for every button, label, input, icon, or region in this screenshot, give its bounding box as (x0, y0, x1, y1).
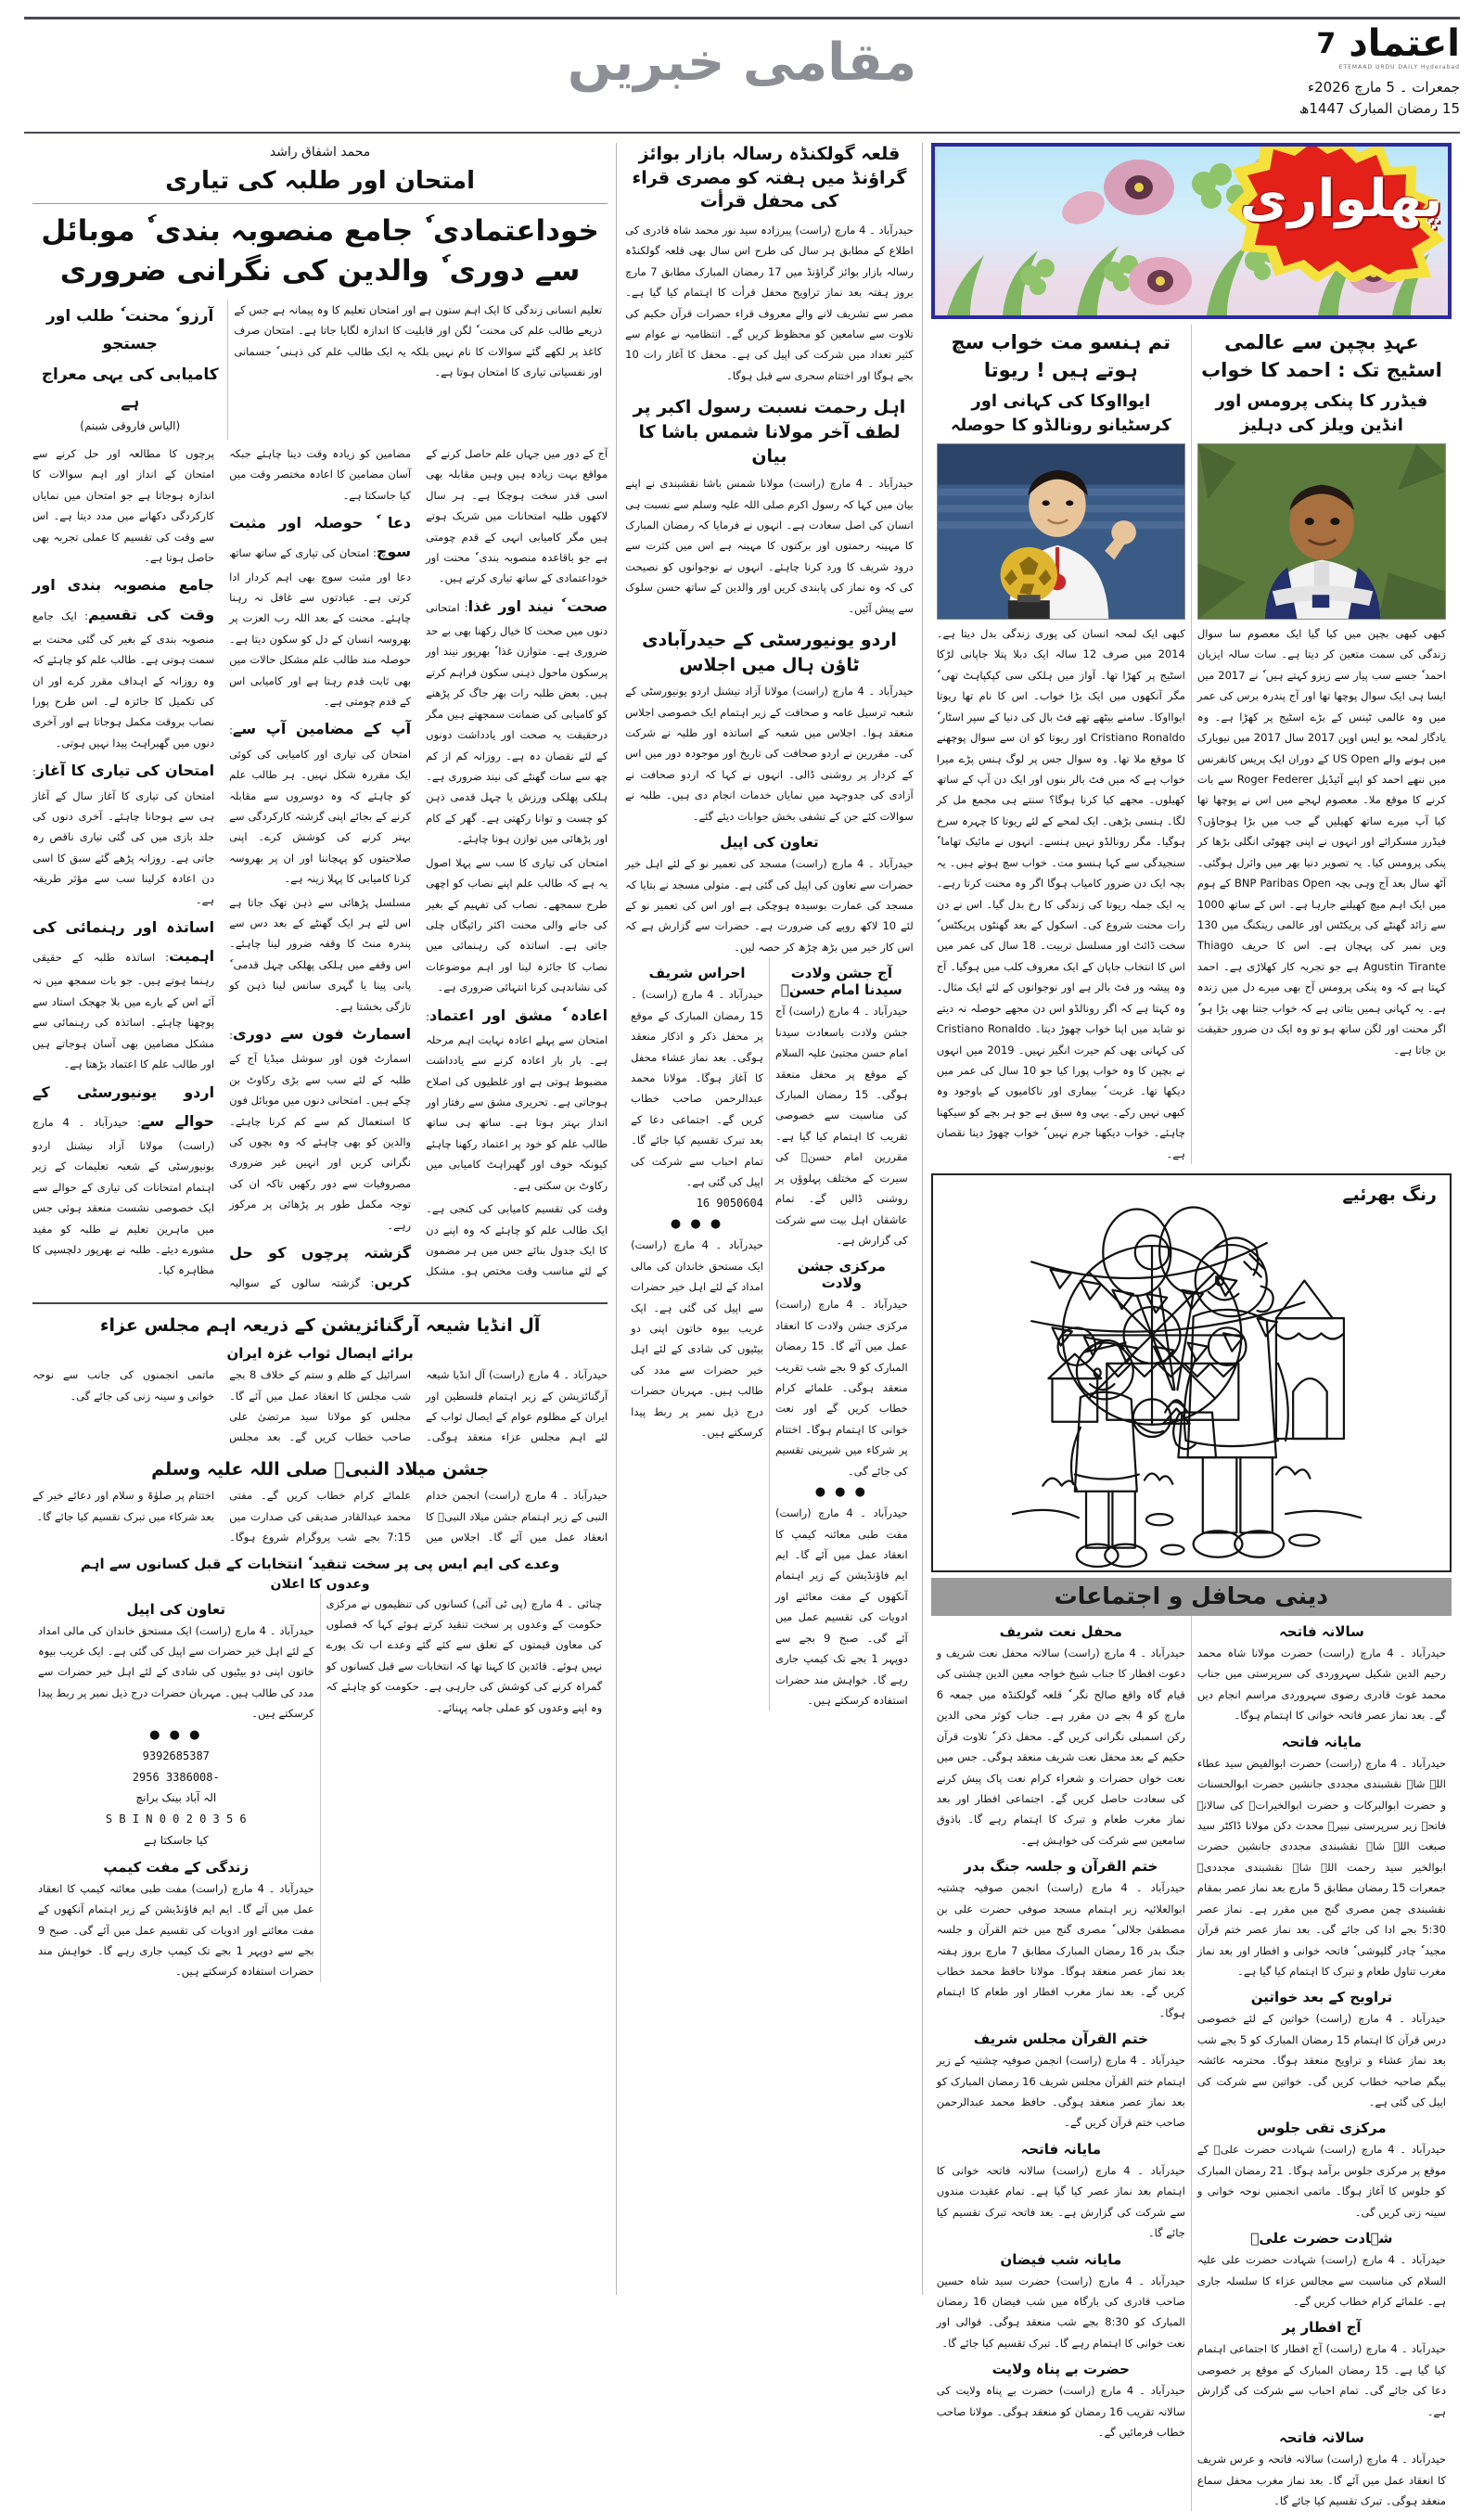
religious-item-title: سالانہ فاتحہ (1278, 2429, 1364, 2447)
feature-section: گزشتہ پرچوں کو حل کریں: گزشتہ سالوں کے سوالیہ پرچوں کا مطالعہ اور حل کرنے سے امتحان کے انداز اور اہم سوالات کا اندازہ ہوجاتا ہے جو امتحان میں نمایاں کارکردگی دکھانے میں مدد دیتا ہے۔ اس سے وقت کی تقسیم کا عملی تجربہ بھی حاصل ہوتا ہے۔ (32, 446, 412, 1291)
feature-subheading: امتحان کی تیاری کا آغاز (35, 762, 215, 780)
feature-section: صحت ٗ نیند اور غذا: امتحانی دنوں میں صحت کا خیال رکھنا بھی بے حد ضروری ہے۔ متوازن غذا ٗ بھرپور نیند اور پرسکون ماحول ذہنی سکون فراہم کرتے ہیں۔ بعض طلبہ رات بھر جاگ کر پڑھنے کو کامیابی کی ضمانت سمجھتے ہیں مگر درحقیقت یہ صحت اور یادداشت دونوں کے لئے نقصان دہ ہے۔ روزانہ کم از کم چھ سے سات گھنٹے کی نیند ضروری ہے۔ ہلکی پھلکی ورزش یا چہل قدمی ذہن کو چست و توانا رکھتی ہے۔ گھر کے کام اور پڑھائی میں توازن ہونا چاہئے۔ (426, 596, 608, 846)
feature-subheading: اردو یونیورسٹی کے حوالے سے (32, 1083, 215, 1130)
feature-subtext: حیدرآباد ۔ 4 مارچ (راست) مولانا آزاد نیشنل اردو یونیورسٹی کے شعبہ تعلیمات کے زیر اہتمام امتحانات کی تیاری کے حوالے سے ایک خصوصی نشست منعقد ہوئی جس میں ماہرین تعلیم نے طلبہ کو مفید مشورے دیئے۔ طلبہ نے بھرپور دلچسپی کا مظاہرہ کیا۔ (32, 1115, 215, 1277)
feature-para: امتحان کی تیاری کا سب سے پہلا اصول یہ ہے کہ طالب علم اپنے نصاب کو اچھی طرح سمجھے۔ نصاب کی تفہیم کے بغیر کی جانے والی محنت اکثر رائیگاں چلی جاتی ہے۔ اساتذہ کی رہنمائی میں نصاب کا جائزہ لینا اور اہم موضوعات کی نشاندہی کرنا انتہائی ضروری ہے۔ (426, 855, 608, 994)
feature-subheading: اعادہ ٗ مشق اور اعتماد (429, 1006, 608, 1024)
photo-tennis-player (1197, 443, 1446, 620)
coloring-illustration (933, 1175, 1450, 1570)
religious-item-body: حیدرآباد ۔ 4 مارچ (راست) سالانہ فاتحہ و عرس شریف کا انعقاد عمل میں آئے گا۔ بعد نماز مغرب محفل سماع منعقد ہوگی۔ تبرک تقسیم کیا جائے گا۔ (1196, 2453, 1446, 2507)
religious-item-title: تراویح کے بعد خواتین (1250, 1989, 1393, 2006)
contact-phone-2: -3386008 2956 (132, 1770, 220, 1784)
feature-section: اعادہ ٗ مشق اور اعتماد: امتحان سے پہلے اعادہ نہایت اہم مرحلہ ہے۔ بار بار اعادہ کرنے سے یادداشت مضبوط ہوتی ہے اور غلطیوں کی اصلاح ہوجاتی ہے۔ تحریری مشق سے رفتار اور انداز بہتر ہوتا ہے۔ ساتھ ہی ساتھ طالب علم کو خود پر اعتماد رکھنا چاہئے کیونکہ خوف اور گھبراہٹ کامیابی میں رکاوٹ بن سکتی ہے۔ (426, 1006, 608, 1192)
aiso-subheadline: برائے ایصال ثواب غزہ ایران (226, 1345, 414, 1363)
birth-celebration-headline: مرکزی جشن ولادت (797, 1258, 886, 1292)
contact-phone-note: 9050604 16 (696, 1196, 763, 1210)
feature-body (32, 443, 608, 1297)
feature-subheading: گزشتہ پرچوں کو حل کریں (229, 1244, 412, 1291)
religious-item-title: حضرت بے پناہ ولایت (991, 2361, 1130, 2378)
farmers-body: چنائی ۔ 4 مارچ (پی ٹی آئی) کسانوں کی تنظیموں نے مرکزی حکومت کے وعدوں پر سخت تنقید کرتے ہوئے کہا کہ فصلوں کی معاون قیمتوں کے تعلق سے کئے گئے وعدے اب تک پورے نہیں ہوئے۔ قائدین کا کہنا تھا کہ انتخابات سے قبل کسانوں کو گمراہ کرنے کی کوشش کی جارہی ہے۔ حکومت کو چاہئے کہ وہ اپنے وعدوں کو عملی جامہ پہنائے۔ (326, 1596, 603, 1714)
qirat-headline: قلعہ گولکنڈہ رسالہ بازار بوائز گراؤنڈ میں ہفتہ کو مصری قراء کی محفل قرأت (632, 144, 907, 212)
feature-intro-col (228, 300, 608, 440)
feature-subheading: اساتذہ اور رہنمائی کی اہمیت (32, 918, 215, 966)
feature-subtext: گزشتہ سالوں کے سوالیہ پرچوں کا مطالعہ اور حل کرنے سے امتحان کے انداز اور اہم سوالات کا اندازہ ہوجاتا ہے جو امتحان میں نمایاں کارکردگی دکھانے میں مدد دیتا ہے۔ اس سے وقت کی تقسیم کا عملی تجربہ بھی حاصل ہوتا ہے۔ (32, 446, 361, 1290)
religious-item-body: حیدرآباد ۔ 4 مارچ (راست) خواتین کے لئے خصوصی درس قرآن کا اہتمام 15 رمضان المبارک کو 5 بجے شب بعد نماز عشاء و تراویح منعقد ہوگا۔ محترمہ عائشہ بیگم صاحبہ خطاب کریں گی۔ خواتین سے شرکت کی اپیل کی گئی ہے۔ (1196, 2012, 1446, 2109)
phulwari-story-federer (1192, 325, 1452, 1164)
urdu-university-headline: اردو یونیورسٹی کے حیدرآبادی ٹاؤن ہال میں اجلاس (642, 630, 897, 675)
jashn-body: حیدرآباد ۔ 4 مارچ (راست) آج جشن ولادت باسعادت سیدنا امام حسن مجتبیٰ علیہ السلام کے موقع پر محفل منعقد ہوگی۔ 15 رمضان المبارک کی مناسبت سے خصوصی تقریب کا اہتمام کیا گیا ہے۔ مقررین امام حسنؓ کی سیرت کے مختلف پہلوؤں پر روشنی ڈالیں گے۔ تمام عاشقان اہل بیت سے شرکت کی گزارش ہے۔ (774, 1005, 908, 1247)
bullet-divider: ● ● ● (149, 1727, 203, 1742)
religious-item-body: حیدرآباد ۔ 4 مارچ (راست) سالانہ محفل نعت شریف و دعوت افطار کا جناب شیخ خواجہ معین الدین چشتی کی قیام گاہ واقع صالح نگر ٗ قلعہ گولکنڈہ میں جمعہ 6 مارچ کو 4 بجے دن مقرر ہے۔ جناب کوثر محی الدین رکن اسمبلی نگرانی کریں گے۔ محفل ذکر ٗ تلاوت قرآن حکیم کے بعد محفل نعت شریف منعقد ہوگی۔ جس میں نعت خواں حضرات و شعراء کرام نعت پاک پیش کرنے کی سعادت حاصل کریں گے۔ اجتماعی افطار اور بعد نماز مغرب طعام و تبرک کا اہتمام رہے گا۔ باذوق سامعین سے شرکت کی خواہش ہے۔ (936, 1646, 1185, 1847)
bottom-ads-row (32, 1594, 608, 1982)
feature-subtext: اساتذہ طلبہ کے حقیقی رہنما ہوتے ہیں۔ جو بات سمجھ میں نہ آئے اس کے بارے میں بلا جھجک استاد سے پوچھنا چاہئے۔ اساتذہ کی رہنمائی سے مشکل مضامین بھی آسان ہوجاتے ہیں اور طالب علم کا اعتماد بڑھتا ہے۔ (32, 951, 215, 1071)
religious-item-body: حیدرآباد ۔ 4 مارچ (راست) حضرت بے پناہ ولایت کی سالانہ تقریب 16 رمضان کو منعقد ہوگی۔ مولانا صاحب خطاب فرمائیں گے۔ (936, 2384, 1185, 2440)
masthead (24, 17, 1460, 128)
feature-para: وقت کی تقسیم کامیابی کی کنجی ہے۔ ایک طالب علم کو چاہئے کہ وہ اپنے دن کا ایک جدول بنائے جس میں ہر مضمون کے لئے مناسب وقت مختص ہو۔ مشکل مضامین کو زیادہ وقت دینا چاہئے جبکہ آسان مضامین کا اعادہ مختصر وقت میں کیا جاسکتا ہے۔ (229, 446, 608, 1278)
page-number: 7 (1316, 27, 1337, 60)
farmers-subheadline: وعدے کی ایم ایس پی پر سخت تنقید ٗ انتخابات کے قبل کسانوں سے اہم (80, 1555, 560, 1572)
maulana-headline: اہل رحمت نسبت رسول اکبر پر لطف آخر مولانا شمس باشا کا بیان (633, 397, 906, 468)
story-body: کبھی کبھی بچپن میں کیا گیا ایک معصوم سا سوال زندگی کی سمت متعین کر دیتا ہے۔ سات سالہ ایزیان احمد ٗ جسے سب پیار سے زیزو کہتے ہیں ٗ نے 2017 میں ایسا ہی ایک سوال پوچھا تھا اور آج پندرہ برس کی عمر میں وہ عالمی ٹینس کے بڑے اسٹیج پر کھڑا ہے۔ وہ یادگار لمحہ یو ایس اوپن 2017 سال 2017 میں نیویارک میں ہونے والے US Open کے دوران ایک پریس کانفرنس میں ننھے احمد کو اپنے آئیڈیل Roger Federer سے بات کرنے کا موقع ملا۔ معصوم لہجے میں اس نے پوچھا تھا کیا آپ میرے ساتھ کھیلیں گے جب میں بڑا ہوجاؤں؟ فیڈرر مسکرائے اور انہوں نے اپنی چھوٹی انگلی بڑھا کر پنکی پرومس کیا۔ یہ تصویر دنیا بھر میں وائرل ہوگئی۔ آٹھ سال بعد آج وہی بچہ BNP Paribas Open کے ہوم میں ایک اہم میچ کھیلنے جارہا ہے۔ اس کے ساتھ 1000 سے زائد گھنٹے کی پریکٹس اور عالمی رینکنگ میں 130 ویں نمبر کی پہچان ہے۔ اس کا حریف Thiago Agustin Tirante ہے جو تجربہ کار کھلاڑی ہے۔ احمد کہتا ہے کہ وہ پنکی پرومس آج بھی میرے دل میں زندہ ہے۔ یہ کہانی ہمیں بتاتی ہے کہ خواب جتنا بھی بڑا ہو ٗ اگر محنت اور لگن ساتھ ہو تو وہ ایک دن ضرور حقیقت بن جاتا ہے۔ (1196, 627, 1447, 1057)
photo-young-footballer (937, 443, 1185, 620)
feature-subtext: ایک جامع منصوبہ بندی کے بغیر کی گئی محنت بے سمت ہوتی ہے۔ طالب علم کو چاہئے کہ وہ روزانہ کے اہداف مقرر کرے اور ان کی تکمیل کا جائزہ لے۔ اس طرح پورا نصاب بروقت مکمل ہوجاتا ہے اور آخری دنوں میں گھبراہٹ پیدا نہیں ہوتی۔ (32, 609, 215, 749)
milad-para: حیدرآباد ۔ 4 مارچ (راست) انجمن خدام النبی کے زیر اہتمام جشن میلاد النبیؐ کا انعقاد عمل میں آئے گا۔ اجلاس میں علمائے کرام خطاب کریں گے۔ مفتی محمد عبدالقادر صدیقی کی صدارت میں 7:15 بجے شب پروگرام شروع ہوگا۔ اختتام پر صلوٰۃ و سلام اور دعائے خیر کے بعد شرکاء میں تبرک تقسیم کیا جائے گا۔ (32, 1489, 608, 1544)
verse-line-1: آرزو ٗ محنت ٗ طلب اور جستجو (45, 306, 214, 353)
phulwari-column (923, 143, 1460, 2507)
birth-celebration-body: حیدرآباد ۔ 4 مارچ (راست) مرکزی جشن ولادت کا انعقاد عمل میں آئے گا۔ 15 رمضان المبارک کو 9 بجے شب تقریب منعقد ہوگی۔ علمائے کرام خطاب کریں گے اور نعت خوانی کا اہتمام ہوگا۔ اختتام پر شرکاء میں شیرینی تقسیم کی جائے گی۔ (774, 1298, 908, 1478)
religious-subcol-left (1192, 1616, 1452, 2511)
free-camp-headline: زندگی کے مفت کیمپ (103, 1858, 249, 1876)
publication-logo: اعتماد (1349, 22, 1460, 65)
story-body: کبھی ایک لمحہ انسان کی پوری زندگی بدل دیتا ہے۔ 2014 میں صرف 12 سالہ ایک دبلا پتلا جاپانی لڑکا اسٹیج پر کھڑا تھا۔ آواز میں ہلکی سی کپکپاہٹ تھی ٗ مگر آنکھوں میں ایک بڑا خواب۔ اس کا نام تھا ریوتا ایوااوکا۔ سامنے بیٹھے تھے فٹ بال کی دنیا کے سپر اسٹار ٗ Cristiano Ronaldo اور ریوتا کو ان سے سوال پوچھنے کا موقع ملا تھا۔ وہ سوال جس پر لوگ ہنس پڑے میرا خواب ہے کہ میں فٹ بالر بنوں اور ایک دن آپ کے ساتھ کھیلوں۔ مجھے کیا کرنا ہوگا؟ سنتے ہی مجمع مل کر لگا۔ ہنسی بڑھی۔ ایک لمحے کے لئے ریوتا کا چہرہ سرخ ہوگیا۔ مگر رونالڈو نہیں ہنسے۔ انہوں نے مائیک تھاما ٗ سنجیدگی سے کہا ہنسو مت۔ خواب سچ ہوتے ہیں۔ یہ بچہ ایک دن ضرور کامیاب ہوگا اگر وہ محنت کرتا رہے۔ یہ ایک جملہ ریوتا کی زندگی کا رخ بدل گیا۔ اس نے دن رات محنت شروع کی۔ اسکول کے بعد گھنٹوں پریکٹس ٗ سخت ڈائٹ اور مسلسل تربیت۔ 18 سال کی عمر میں اس کا انتخاب جاپان کے ایک معروف کلب میں ہوگیا۔ آج وہ پیشہ ور فٹ بالر ہے اور نوجوانوں کے لئے ایک مثال۔ وہ کہتا ہے کہ اگر رونالڈو اس دن مجھے حوصلہ نہ دیتے تو شاید میں اپنا خواب چھوڑ دیتا۔ Cristiano Ronaldo کی کہانی بھی کم حیرت انگیز نہیں۔ 2019 میں انہوں نے بچپن کا وہ خواب پورا کیا جو 10 سال کی عمر میں دیکھا تھا۔ غربت ٗ بیماری اور ناکامیوں کے باوجود وہ کبھی نہیں رکے۔ یہی وہ سبق ہے جو ہر بچے کو سیکھنا چاہئے۔ خواب دیکھنا جرم نہیں ٗ خواب چھوڑ دینا نقصان ہے۔ (936, 627, 1185, 1160)
story-headline: تم ہنسو مت خواب سچ ہوتے ہیں ! ریوتا (951, 331, 1171, 382)
cooperation-headline: تعاون کی اپیل (720, 834, 819, 852)
urdu-university-body: حیدرآباد ۔ 4 مارچ (راست) مولانا آزاد نیشنل اردو یونیورسٹی کے شعبہ ترسیل عامہ و صحافت کے زیر اہتمام ایک خصوصی اجلاس منعقد ہوا۔ اجلاس میں شعبہ کے اساتذہ اور طلبہ نے شرکت کی۔ مقررین نے اردو صحافت کی تاریخ اور موجودہ دور میں اس کے کردار پر روشنی ڈالی۔ انہوں نے کہا کہ اردو صحافت نے آزادی کی جدوجہد میں نمایاں خدمات انجام دی ہیں۔ طلبہ نے سوالات کئے جن کے تشفی بخش جوابات دیئے گئے۔ (625, 685, 914, 823)
feature-headline-main: خوداعتمادی ٗ جامع منصوبہ بندی ٗ موبائل سے دوری ٗ والدین کی نگرانی ضروری (41, 214, 599, 288)
bank-account-number: S B I N 0 0 2 0 3 5 6 (105, 1813, 247, 1826)
religious-item-body: حیدرآباد ۔ 4 مارچ (راست) آج افطار کا اجتماعی اہتمام کیا گیا ہے۔ 15 رمضان المبارک کے موقع پر خصوصی دعا کی جائے گی۔ تمام احباب سے شرکت کی گزارش ہے۔ (1196, 2342, 1446, 2418)
religious-items (931, 1616, 1452, 2511)
religious-item-body: حیدرآباد ۔ 4 مارچ (راست) سالانہ فاتحہ خوانی کا اہتمام بعد نماز عصر کیا گیا ہے۔ تمام عقیدت مندوں سے شرکت کی گزارش ہے۔ بعد فاتحہ تبرک تقسیم کیا جائے گا۔ (936, 2163, 1185, 2240)
headline-divider (32, 203, 608, 204)
religious-item-title: مایانہ فاتحہ (1020, 2140, 1102, 2158)
religious-item-body: حیدرآباد ۔ 4 مارچ (راست) انجمن صوفیہ چشتیہ ابوالعلائیہ زیر اہتمام مسجد صوفی حضرت علی بن مصطفیٰ جلالی ٗ مصری گنج میں ختم القرآن و جلسہ جنگ بدر 16 رمضان المبارک مطابق 7 مارچ بروز ہفتہ بعد نماز عصر منعقد ہوگا۔ مولانا حافظ محمد خطاب کریں گے۔ بعد نماز مغرب افطار اور طعام کا اہتمام ہوگا۔ (936, 1881, 1185, 2019)
section-title: مقامی خبریں (567, 32, 917, 93)
religious-item-title: مرکزی تقی جلوس (1257, 2120, 1387, 2137)
religious-item-title: سالانہ فاتحہ (1278, 1623, 1364, 1641)
coloring-page (931, 1173, 1452, 1572)
phulwari-logo (1225, 143, 1452, 282)
farmers-col (321, 1594, 608, 1982)
contact-body: حیدرآباد ۔ 4 مارچ (راست) ایک مستحق خاندان کی مالی امداد کے لئے اہل خیر حضرات سے اپیل کی گئی ہے۔ ایک غریب بیوہ خاتون اپنی دو بیٹیوں کی شادی کے لئے اہل خیر حضرات سے مدد کی طالب ہیں۔ مہربان حضرات درج ذیل نمبر پر ربط پیدا کرسکتے ہیں۔ (37, 1623, 314, 1721)
feature-section: جامع منصوبہ بندی اور وقت کی تقسیم: ایک جامع منصوبہ بندی کے بغیر کی گئی محنت بے سمت ہوتی ہے۔ طالب علم کو چاہئے کہ وہ روزانہ کے اہداف مقرر کرے اور ان کی تکمیل کا جائزہ لے۔ اس طرح پورا نصاب بروقت مکمل ہوجاتا ہے اور آخری دنوں میں گھبراہٹ پیدا نہیں ہوتی۔ (32, 576, 215, 749)
middle-subcol-right (625, 957, 770, 1710)
phulwari-banner (931, 143, 1452, 319)
religious-item-body: حیدرآباد ۔ 4 مارچ (راست) انجمن صوفیہ چشتیہ کے زیر اہتمام ختم القرآن مجلس شریف 16 رمضان المبارک کو بعد نماز عصر منعقد ہوگی۔ حافظ محمد عبدالرحمن صاحب ختم قرآن کریں گے۔ (936, 2054, 1185, 2130)
feature-subheading: دعا ٗ حوصلہ اور مثبت سوچ (229, 514, 412, 561)
feature-para: مسلسل پڑھائی سے ذہن تھک جاتا ہے اس لئے ہر ایک گھنٹے کے بعد دس سے پندرہ منٹ کا وقفہ ضرور لینا چاہئے۔ اس وقفے میں ہلکی پھلکی چہل قدمی ٗ پانی پینا یا گہری سانس لینا ذہن کو تازگی بخشتا ہے۔ (229, 895, 412, 1013)
ehsaas-body: حیدرآباد ۔ 4 مارچ (راست) ۔ 15 رمضان المبارک کے موقع پر محفل ذکر و اذکار منعقد ہوگی۔ بعد نماز عشاء محفل کا آغاز ہوگا۔ مولانا محمد عبدالرحمن صاحب خطاب کریں گے۔ اجتماعی دعا کے بعد تبرک تقسیم کیا جائے گا۔ تمام احباب سے شرکت کی اپیل کی گئی ہے۔ (631, 988, 763, 1189)
ehsaas-headline: احراس شریف (648, 965, 746, 982)
middle-column (617, 143, 923, 2295)
date-hijri: 15 رمضان المبارک 1447ھ (1298, 99, 1460, 117)
religious-item-body: حیدرآباد ۔ 4 مارچ (راست) شہادت حضرت علیؓ کے موقع پر مرکزی جلوس برآمد ہوگا۔ 21 رمضان المبارک کو جلوس کا آغاز ہوگا۔ ماتمی انجمنیں نوحہ خوانی و سینہ زنی کریں گی۔ (1196, 2143, 1446, 2219)
feature-subtext: امتحان سے پہلے اعادہ نہایت اہم مرحلہ ہے۔ بار بار اعادہ کرنے سے یادداشت مضبوط ہوتی ہے اور غلطیوں کی اصلاح ہوجاتی ہے۔ تحریری مشق سے رفتار اور انداز بہتر ہوتا ہے۔ ساتھ ہی ساتھ طالب علم کو خود پر اعتماد رکھنا چاہئے کیونکہ خوف اور گھبراہٹ کامیابی میں رکاوٹ بن سکتی ہے۔ (426, 1032, 608, 1192)
masthead-date (1299, 77, 1460, 119)
feature-verse-col (32, 300, 228, 440)
coloring-page-title: رنگ بھرئیے (1342, 1185, 1437, 1206)
maulana-body: حیدرآباد ۔ 4 مارچ (راست) مولانا شمس باشا نقشبندی نے اپنے بیان میں کہا کہ رسول اکرم صلی اللہ علیہ وسلم سے نسبت ہی انسان کی اصل سعادت ہے۔ انہوں نے فرمایا کہ رمضان المبارک کا مہینہ رحمتوں اور برکتوں کا مہینہ ہے اس میں کثرت سے درود شریف کا ورد کرنا چاہئے۔ انہوں نے نوجوانوں کو نصیحت کی کہ وہ نماز کی پابندی کریں اور والدین کے ساتھ حسن سلوک سے پیش آئیں۔ (625, 477, 914, 615)
misc-body: حیدرآباد ۔ 4 مارچ (راست) ایک مستحق خاندان کی مالی امداد کے لئے اہل خیر حضرات سے اپیل کی گئی ہے۔ ایک غریب بیوہ خاتون اپنی دو بیٹیوں کی شادی کے لئے اہل خیر حضرات سے مدد کی طالب ہیں۔ مہربان حضرات درج ذیل نمبر پر ربط پیدا کرسکتے ہیں۔ (631, 1238, 763, 1440)
farmers-headline: وعدوں کا اعلان (270, 1576, 370, 1592)
phulwari-stories (931, 325, 1452, 1164)
article-byline: محمد اشفاق راشد (269, 145, 371, 160)
feature-subheading: آپ کے مضامین آپ سے (232, 720, 412, 738)
religious-section-banner: دینی محافل و اجتماعات (931, 1578, 1452, 1616)
feature-subtext: امتحان کی تیاری کا آغاز سال کے آغاز ہی سے ہوجانا چاہئے۔ آخری دنوں کی جلد بازی میں کی گئی تیاری ناقص رہ جاتی ہے۔ روزانہ پڑھے گئے سبق کا اسی دن اعادہ کرلینا سب سے مؤثر طریقہ ہے۔ (32, 788, 215, 906)
feature-section: اسمارٹ فون سے دوری: اسمارٹ فون اور سوشل میڈیا آج کے طلبہ کے لئے سب سے بڑی رکاوٹ بن چکے ہیں۔ امتحانی دنوں میں موبائل فون کا استعمال کم سے کم کرنا چاہئے۔ والدین کو بھی چاہئے کہ وہ بچوں کی نگرانی کریں اور انہیں غیر ضروری مصروفیات سے دور رکھیں تاکہ ان کی توجہ مکمل طور پر پڑھائی پر مرکوز رہے۔ (229, 1025, 412, 1232)
feature-subtext: امتحانی دنوں میں صحت کا خیال رکھنا بھی بے حد ضروری ہے۔ متوازن غذا ٗ بھرپور نیند اور پرسکون ماحول ذہنی سکون فراہم کرتے ہیں۔ بعض طلبہ رات بھر جاگ کر پڑھنے کو کامیابی کی ضمانت سمجھتے ہیں مگر درحقیقت یہ صحت اور یادداشت دونوں کے لئے نقصان دہ ہے۔ روزانہ کم از کم چھ سے سات گھنٹے کی نیند ضروری ہے۔ ہلکی پھلکی ورزش یا چہل قدمی ذہن کو چست و توانا رکھتی ہے۔ گھر کے کام اور پڑھائی میں توازن ہونا چاہئے۔ (426, 600, 608, 846)
feature-section: دعا ٗ حوصلہ اور مثبت سوچ: امتحان کی تیاری کے ساتھ ساتھ دعا اور مثبت سوچ بھی اہم کردار ادا کرتی ہے۔ عبادتوں سے غافل نہ رہنا چاہئے۔ محنت کے بعد اللہ رب العزت پر بھروسہ انسان کے دل کو سکون دیتا ہے۔ حوصلہ مند طالب علم مشکل حالات میں بھی ثابت قدم رہتا ہے اور کامیابی اس کے قدم چومتی ہے۔ (229, 514, 412, 709)
verse-line-2: کامیابی کی یہی معراج ہے (41, 365, 219, 413)
religious-item-title: مایانہ فاتحہ (1281, 1733, 1362, 1750)
contact-col (32, 1594, 321, 1982)
religious-item-title: مایانہ شب فیضان (1000, 2250, 1122, 2268)
feature-section: امتحان کی تیاری کا آغاز: امتحان کی تیاری کا آغاز سال کے آغاز ہی سے ہوجانا چاہئے۔ آخری دنوں کی جلد بازی میں کی گئی تیاری ناقص رہ جاتی ہے۔ روزانہ پڑھے گئے سبق کا اسی دن اعادہ کرلینا سب سے مؤثر طریقہ ہے۔ (32, 762, 215, 906)
bullet-divider: ● ● ● (814, 1485, 868, 1500)
feature-subheading: اسمارٹ فون سے دوری (232, 1025, 412, 1044)
religious-item-body: حیدرآباد ۔ 4 مارچ (راست) شہادت حضرت علی علیہ السلام کی مناسبت سے مجالس عزاء کا سلسلہ جاری ہے۔ علمائے کرام خطاب کریں گے۔ (1196, 2253, 1446, 2308)
aiso-para: حیدرآباد ۔ 4 مارچ (راست) آل انڈیا شیعہ آرگنائزیشن کے زیر اہتمام فلسطین اور ایران کے مظلوم عوام کے ایصال ثواب کے لئے اہم مجلس عزاء منعقد ہوگی۔ اسرائیل کے ظلم و ستم کے خلاف 8 بجے شب مجلس کا انعقاد عمل میں آئے گا۔ مجلس کو مولانا سید مرتضیٰ علی صاحب خطاب کریں گے۔ بعد مجلس ماتمی انجمنوں کی جانب سے نوحہ خوانی و سینہ زنی کی جائے گی۔ (32, 1368, 608, 1444)
cooperation-body: حیدرآباد ۔ 4 مارچ (راست) مسجد کی تعمیر نو کے لئے اہل خیر حضرات سے تعاون کی اپیل کی گئی ہے۔ متولی مسجد نے بتایا کہ مسجد کی عمارت بوسیدہ ہوچکی ہے اور اس کی تعمیر نو کے لئے 10 لاکھ روپے کی ضرورت ہے۔ حضرات سے گزارش ہے کہ اس کار خیر میں بڑھ چڑھ کر حصہ لیں۔ (625, 857, 914, 954)
masthead-left (1154, 22, 1460, 119)
bullet-divider: ● ● ● (670, 1217, 724, 1232)
milad-body (32, 1485, 608, 1547)
feature-top-row (32, 300, 608, 440)
free-camp-body: حیدرآباد ۔ 4 مارچ (راست) مفت طبی معائنہ کیمپ کا انعقاد عمل میں آئے گا۔ ایم ایم فاؤنڈیشن کے زیر اہتمام آنکھوں کے مفت معائنے اور ادویات کی تقسیم عمل میں آئے گی۔ صبح 9 بجے سے دوپہر 1 بجے تک کیمپ جاری رہے گا۔ خواہش مند حضرات استفادہ کرسکتے ہیں۔ (37, 1881, 314, 1979)
religious-item-title: ختم القرآن و جلسہ جنگ بدر (964, 1858, 1158, 1876)
masthead-logo-row (1316, 22, 1460, 65)
middle-subcol-left (770, 957, 914, 1710)
story-subheadline: ایوااوکا کی کہانی اور کرسٹیانو رونالڈو کا حوصلہ (950, 391, 1171, 435)
jashn-headline: آج جشن ولادت سیدنا امام حسنؓ (780, 965, 902, 999)
qirat-body: حیدرآباد ۔ 4 مارچ (راست) پیرزادہ سید نور محمد شاہ قادری کی اطلاع کے مطابق ہر سال کی طرح اس سال بھی قلعہ گولکنڈہ رسالہ بازار بوائز گراؤنڈ میں 17 رمضان المبارک مطابق 7 مارچ بروز ہفتہ بعد نماز تراویح محفل قرأت کا اہتمام کیا گیا ہے۔ مصر سے تشریف لانے والے معروف قراء حضرات قرآن حکیم کی تلاوت سے سامعین کو محظوظ کریں گے۔ انتظامیہ نے عوام سے کثیر تعداد میں شرکت کی اپیل کی ہے۔ محفل کا آغاز رات 10 بجے ہوگا اور اختتام سحری سے قبل ہوگا۔ (625, 223, 914, 382)
publication-logo-subtitle: ETEMAAD URDU DAILY Hyderabad (1338, 64, 1460, 70)
religious-item-body: حیدرآباد ۔ 4 مارچ (راست) حضرت سید شاہ حسین صاحب قادری کی بارگاہ میں شب فیضان 16 رمضان المبارک کو 8:30 بجے شب منعقد ہوگی۔ قوالی اور نعت خوانی کا اہتمام رہے گا۔ تبرک تقسیم کیا جائے گا۔ (936, 2274, 1185, 2350)
feature-subtext: اسمارٹ فون اور سوشل میڈیا آج کے طلبہ کے لئے سب سے بڑی رکاوٹ بن چکے ہیں۔ امتحانی دنوں میں موبائل فون کا استعمال کم سے کم کرنا چاہئے۔ والدین کو بھی چاہئے کہ وہ بچوں کی نگرانی کریں اور انہیں غیر ضروری مصروفیات سے دور رکھیں تاکہ ان کی توجہ مکمل طور پر پڑھائی پر مرکوز رہے۔ (229, 1052, 412, 1232)
verse-attribution: (الیاس فاروقی شبنم) (80, 418, 181, 432)
religious-subcol-right (931, 1616, 1192, 2511)
feature-subheading: صحت ٗ نیند اور غذا (467, 596, 608, 615)
feature-intro: تعلیم انسانی زندگی کا ایک اہم ستون ہے اور امتحان تعلیم کا وہ پیمانہ ہے جس کے ذریعے طالب علم کی محنت ٗ لگن اور قابلیت کا اندازہ لگایا جاتا ہے۔ امتحان صرف کاغذ پر لکھے گئے سوالات کا نام نہیں بلکہ یہ ایک طالب علم کی ذہنی ٗ جسمانی اور نفسیاتی تیاری کا امتحان ہوتا ہے۔ (234, 302, 603, 379)
aiso-headline: آل انڈیا شیعہ آرگنائزیشن کے ذریعہ اہم مجلس عزاء (99, 1314, 541, 1336)
feature-column (24, 143, 617, 2295)
phulwari-title: پھلواری (1239, 169, 1443, 229)
milad-headline: جشن میلاد النبیؐ صلی اللہ علیہ وسلم (151, 1458, 490, 1480)
feature-subtext: امتحان کی تیاری اور کامیابی کی کوئی ایک مقررہ شکل نہیں۔ ہر طالب علم کو چاہئے کہ وہ دوسروں سے مقابلہ کرنے کے بجائے اپنی گزشتہ کارکردگی سے بہتر کرنے کی کوشش کرے۔ اپنی صلاحیتوں کو پہچاننا اور ان پر بھروسہ کرنا کامیابی کا پہلا زینہ ہے۔ (229, 747, 412, 886)
contact-extra-body: حیدرآباد ۔ 4 مارچ (راست) مفت طبی معائنہ کیمپ کا انعقاد عمل میں آئے گا۔ ایم ایم فاؤنڈیشن کے زیر اہتمام آنکھوں کے مفت معائنے اور ادویات کی تقسیم عمل میں آئے گی۔ صبح 9 بجے سے دوپہر 1 بجے تک کیمپ جاری رہے گا۔ خواہش مند حضرات استفادہ کرسکتے ہیں۔ (774, 1506, 908, 1707)
religious-item-title: آج افطار پر (1282, 2319, 1362, 2337)
bank-account-note: کیا جاسکتا ہے (143, 1833, 209, 1847)
feature-subheading: جامع منصوبہ بندی اور وقت کی تقسیم (32, 576, 215, 623)
bank-name: الہ آباد بینک برانچ (135, 1791, 217, 1805)
religious-item-body: حیدرآباد ۔ 4 مارچ (راست) حضرت ابوالفیض سید عطاء اللہ شاہ نقشبندی مجددی جانشین حضرت ابوالحسنات و حضرت ابوالبرکات و حضرت ابوالخیراتؒ کی سالانہ فاتحہ زیر سرپرستی نبیرہ محدث دکن مولانا ڈاکٹر سید صبغت اللہ شاہ نقشبندی مجددی جانشین حضرت ابوالخیر سید رحمت اللہ شاہ نقشبندی مجددیؒ جمعرات 15 رمضان مطابق 5 مارچ بعد نماز عصر بمقام نقشبندی چمن مصری گنج میں مقرر ہے۔ نماز عصر 5:30 بجے ادا کی جائے گی۔ بعد نماز عصر ختم قرآن مجید ٗ چادر گلپوشی ٗ فاتحہ خوانی و افطار اور بعد نماز مغرب تناول طعام و تبرک کا اہتمام کیا گیا ہے۔ (1196, 1756, 1446, 1978)
feature-bottom-divider (32, 1302, 608, 1304)
feature-section: آپ کے مضامین آپ سے: امتحان کی تیاری اور کامیابی کی کوئی ایک مقررہ شکل نہیں۔ ہر طالب علم کو چاہئے کہ وہ دوسروں سے مقابلہ کرنے کے بجائے اپنی گزشتہ کارکردگی سے بہتر کرنے کی کوشش کرے۔ اپنی صلاحیتوں کو پہچاننا اور ان پر بھروسہ کرنا کامیابی کا پہلا زینہ ہے۔ (229, 720, 412, 886)
feature-headline: امتحان اور طلبہ کی تیاری (165, 167, 476, 195)
contact-phone-1: 9392685387 (142, 1749, 210, 1762)
feature-para: آج کے دور میں جہاں علم حاصل کرنے کے مواقع بہت زیادہ ہیں وہیں مقابلہ بھی اسی قدر سخت ہوچکا ہے۔ ہر سال لاکھوں طلبہ امتحانات میں شریک ہوتے ہیں مگر کامیابی انہی کے قدم چومتی ہے جو باقاعدہ منصوبہ بندی ٗ محنت اور خوداعتمادی کے ساتھ تیاری کرتے ہیں۔ (426, 446, 608, 585)
page-grid (24, 143, 1460, 2507)
aiso-body (32, 1364, 608, 1448)
religious-item-title: شہادت حضرت علیؓ (1250, 2230, 1393, 2248)
religious-item-body: حیدرآباد ۔ 4 مارچ (راست) حضرت مولانا شاہ محمد رحیم الدین شکیل سہروردی کی سرپرستی میں جناب محمد غوث قادری رضوی سہروردی مراسم انجام دیں گے۔ بعد نماز عصر فاتحہ خوانی کا اہتمام ہوگا۔ (1196, 1646, 1446, 1723)
religious-item-title: محفل نعت شریف (999, 1623, 1122, 1641)
date-gregorian: جمعرات ۔ 5 مارچ 2026ء (1308, 79, 1460, 96)
contact-headline: تعاون کی اپیل (126, 1600, 226, 1618)
story-subheadline: فیڈرر کا پنکی پرومس اور انڈین ویلز کی دہلیز (1215, 391, 1428, 435)
masthead-rule (24, 132, 1460, 134)
phulwari-story-ronaldo (931, 325, 1192, 1164)
middle-sub-columns (625, 957, 914, 1710)
religious-item-title: ختم القرآن مجلس شریف (973, 2031, 1148, 2048)
story-headline: عہدِ بچپن سے عالمی اسٹیج تک : احمد کا خواب (1201, 331, 1442, 382)
feature-section: اساتذہ اور رہنمائی کی اہمیت: اساتذہ طلبہ کے حقیقی رہنما ہوتے ہیں۔ جو بات سمجھ میں نہ آئے اس کے بارے میں بلا جھجک استاد سے پوچھنا چاہئے۔ اساتذہ کی رہنمائی سے مشکل مضامین بھی آسان ہوجاتے ہیں اور طالب علم کا اعتماد بڑھتا ہے۔ (32, 918, 215, 1071)
feature-section: اردو یونیورسٹی کے حوالے سے: حیدرآباد ۔ 4 مارچ (راست) مولانا آزاد نیشنل اردو یونیورسٹی کے شعبہ تعلیمات کے زیر اہتمام امتحانات کی تیاری کے حوالے سے ایک خصوصی نشست منعقد ہوئی جس میں ماہرین تعلیم نے طلبہ کو مفید مشورے دیئے۔ طلبہ نے بھرپور دلچسپی کا مظاہرہ کیا۔ (32, 1083, 215, 1277)
feature-subtext: امتحان کی تیاری کے ساتھ ساتھ دعا اور مثبت سوچ بھی اہم کردار ادا کرتی ہے۔ عبادتوں سے غافل نہ رہنا چاہئے۔ محنت کے بعد اللہ رب العزت پر بھروسہ انسان کے دل کو سکون دیتا ہے۔ حوصلہ مند طالب علم مشکل حالات میں بھی ثابت قدم رہتا ہے اور کامیابی اس کے قدم چومتی ہے۔ (229, 546, 412, 709)
